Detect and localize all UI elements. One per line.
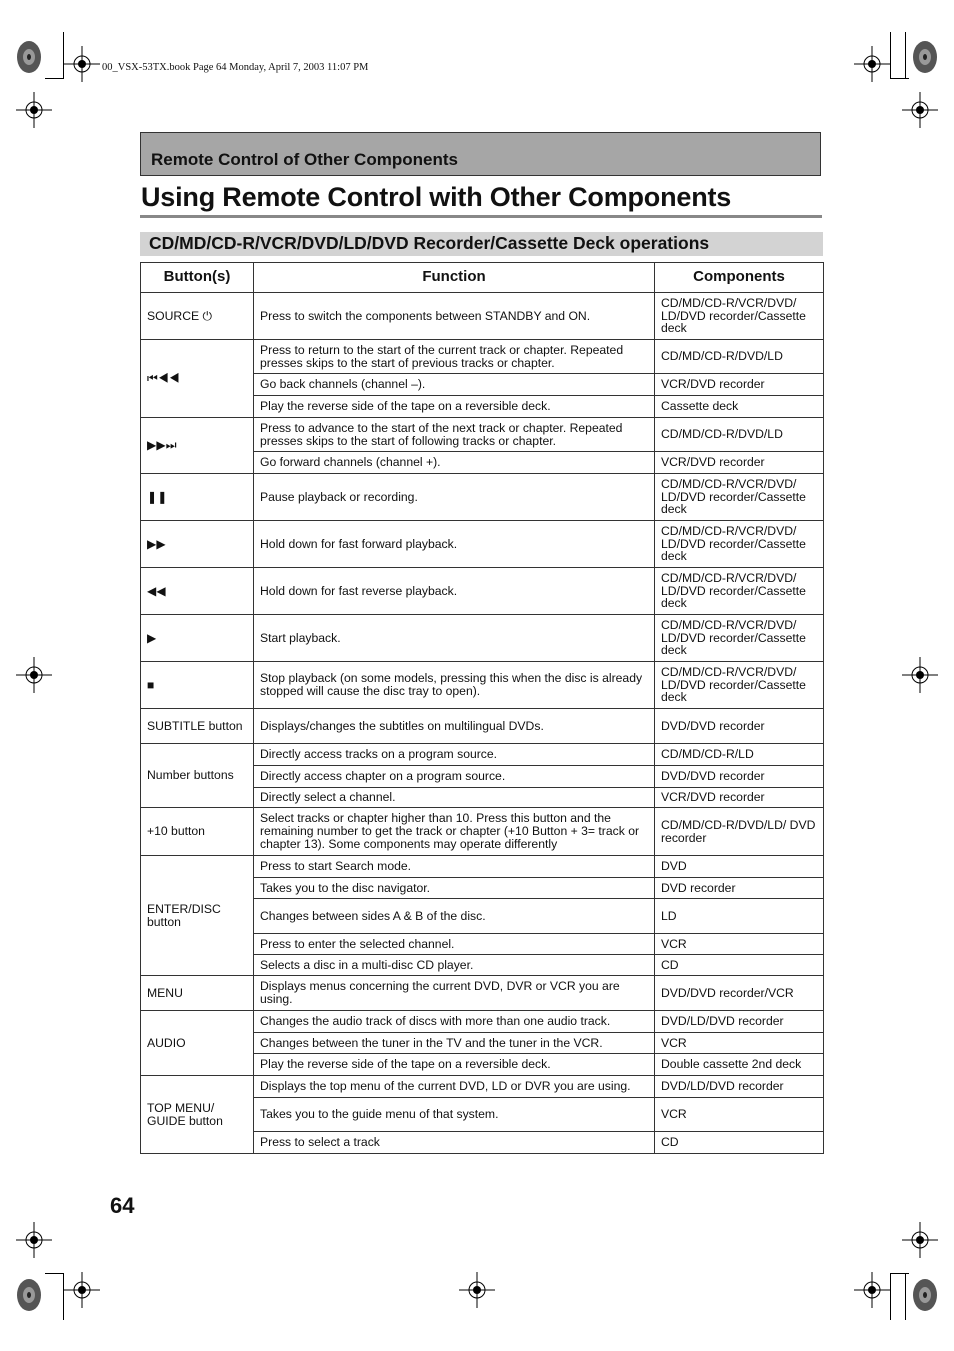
- table-row: [141, 293, 824, 340]
- table-row: [141, 808, 824, 856]
- components-cell: CD: [655, 955, 824, 976]
- table-header-row: [141, 263, 824, 293]
- components-cell: VCR: [655, 1098, 824, 1132]
- components-cell: CD/MD/CD-R/DVD/LD: [655, 340, 824, 374]
- registration-mark-icon: [902, 92, 938, 128]
- color-wheel-icon: [912, 40, 938, 74]
- function-cell: Play the reverse side of the tape on a reversible deck.: [254, 396, 655, 418]
- button-name-cell: ▶: [141, 615, 254, 662]
- components-cell: VCR/DVD recorder: [655, 452, 824, 474]
- components-cell: CD/MD/CD-R/VCR/DVD/ LD/DVD recorder/Cassette deck: [655, 521, 824, 568]
- table-row: [141, 474, 824, 521]
- button-name-cell: ❚❚: [141, 474, 254, 521]
- function-cell: Displays menus concerning the current DVD, DVR or VCR you are using.: [254, 976, 655, 1011]
- page-number: 64: [110, 1193, 135, 1218]
- table-row: [141, 744, 824, 766]
- components-cell: CD/MD/CD-R/VCR/DVD/ LD/DVD recorder/Cassette deck: [655, 568, 824, 615]
- page-title-text: Using Remote Control with Other Components: [141, 182, 732, 212]
- registration-mark-icon: [854, 1272, 890, 1308]
- button-name-cell: ⏮◀◀: [141, 340, 254, 418]
- table-body: [141, 293, 824, 1154]
- color-wheel-icon: [912, 1278, 938, 1312]
- header-components: Components: [655, 263, 824, 293]
- registration-mark-icon: [16, 1222, 52, 1258]
- components-cell: Cassette deck: [655, 396, 824, 418]
- components-cell: DVD/DVD recorder: [655, 709, 824, 744]
- function-cell: Hold down for fast forward playback.: [254, 521, 655, 568]
- table-row: [141, 568, 824, 615]
- table-row: [141, 856, 824, 878]
- function-cell: Hold down for fast reverse playback.: [254, 568, 655, 615]
- function-cell: Changes between sides A & B of the disc.: [254, 899, 655, 934]
- components-cell: CD/MD/CD-R/LD: [655, 744, 824, 766]
- function-cell: Selects a disc in a multi-disc CD player.: [254, 955, 655, 976]
- registration-mark-icon: [64, 46, 100, 82]
- button-name-cell: MENU: [141, 976, 254, 1011]
- components-cell: DVD/DVD recorder: [655, 766, 824, 788]
- registration-mark-icon: [854, 46, 890, 82]
- table-row: [141, 340, 824, 374]
- function-cell: Press to advance to the start of the next track or chapter. Repeated presses skips to the start of following tracks or chapter.: [254, 418, 655, 452]
- table-row: [141, 1011, 824, 1033]
- section-banner-label: Remote Control of Other Components: [151, 150, 458, 169]
- components-cell: CD/MD/CD-R/VCR/DVD/ LD/DVD recorder/Cassette deck: [655, 474, 824, 521]
- color-wheel-icon: [16, 40, 42, 74]
- components-cell: CD/MD/CD-R/VCR/DVD/ LD/DVD recorder/Cassette deck: [655, 293, 824, 340]
- function-cell: Displays the top menu of the current DVD, LD or DVR you are using.: [254, 1076, 655, 1098]
- function-cell: Go back channels (channel –).: [254, 374, 655, 396]
- header-buttons: Button(s): [141, 263, 254, 293]
- function-cell: Directly access chapter on a program source.: [254, 766, 655, 788]
- function-cell: Changes the audio track of discs with more than one audio track.: [254, 1011, 655, 1033]
- function-cell: Takes you to the disc navigator.: [254, 878, 655, 899]
- table-row: [141, 1076, 824, 1098]
- button-name-cell: AUDIO: [141, 1011, 254, 1076]
- button-name-cell: ENTER/DISC button: [141, 856, 254, 976]
- header-function: Function: [254, 263, 655, 293]
- registration-mark-icon: [902, 1222, 938, 1258]
- operations-table: [140, 262, 824, 1154]
- file-header: 00_VSX-53TX.book Page 64 Monday, April 7, 2003 11:07 PM: [102, 62, 369, 73]
- button-name-cell: SOURCE ⏻: [141, 293, 254, 340]
- registration-mark-icon: [16, 92, 52, 128]
- function-cell: Displays/changes the subtitles on multilingual DVDs.: [254, 709, 655, 744]
- page-title: [140, 180, 822, 218]
- button-name-cell: ◀◀: [141, 568, 254, 615]
- function-cell: Press to enter the selected channel.: [254, 934, 655, 955]
- function-cell: Press to switch the components between STANDBY and ON.: [254, 293, 655, 340]
- components-cell: CD/MD/CD-R/DVD/LD/ DVD recorder: [655, 808, 824, 856]
- table-row: [141, 976, 824, 1011]
- function-cell: Play the reverse side of the tape on a reversible deck.: [254, 1054, 655, 1076]
- table-row: [141, 521, 824, 568]
- function-cell: Directly access tracks on a program source.: [254, 744, 655, 766]
- components-cell: Double cassette 2nd deck: [655, 1054, 824, 1076]
- function-cell: Directly select a channel.: [254, 788, 655, 808]
- button-name-cell: ▶▶⏭: [141, 418, 254, 474]
- color-wheel-icon: [16, 1278, 42, 1312]
- components-cell: DVD/LD/DVD recorder: [655, 1011, 824, 1033]
- components-cell: DVD: [655, 856, 824, 878]
- button-name-cell: +10 button: [141, 808, 254, 856]
- components-cell: VCR: [655, 934, 824, 955]
- button-name-cell: SUBTITLE button: [141, 709, 254, 744]
- button-name-cell: ■: [141, 662, 254, 709]
- components-cell: CD/MD/CD-R/DVD/LD: [655, 418, 824, 452]
- components-cell: CD/MD/CD-R/VCR/DVD/ LD/DVD recorder/Cassette deck: [655, 662, 824, 709]
- registration-mark-icon: [16, 657, 52, 693]
- function-cell: Takes you to the guide menu of that system.: [254, 1098, 655, 1132]
- components-cell: VCR/DVD recorder: [655, 788, 824, 808]
- table-row: [141, 615, 824, 662]
- function-cell: Go forward channels (channel +).: [254, 452, 655, 474]
- function-cell: Start playback.: [254, 615, 655, 662]
- function-cell: Changes between the tuner in the TV and the tuner in the VCR.: [254, 1033, 655, 1054]
- components-cell: VCR/DVD recorder: [655, 374, 824, 396]
- table-row: [141, 709, 824, 744]
- components-cell: VCR: [655, 1033, 824, 1054]
- registration-mark-icon: [64, 1272, 100, 1308]
- components-cell: DVD/DVD recorder/VCR: [655, 976, 824, 1011]
- subsection-banner: [140, 232, 823, 256]
- table-row: [141, 418, 824, 452]
- function-cell: Press to return to the start of the current track or chapter. Repeated presses skips to the start of previous tracks or chapter.: [254, 340, 655, 374]
- components-cell: DVD recorder: [655, 878, 824, 899]
- button-name-cell: TOP MENU/ GUIDE button: [141, 1076, 254, 1154]
- function-cell: Press to select a track: [254, 1132, 655, 1154]
- components-cell: CD/MD/CD-R/VCR/DVD/ LD/DVD recorder/Cassette deck: [655, 615, 824, 662]
- registration-mark-icon: [902, 657, 938, 693]
- table-row: [141, 662, 824, 709]
- components-cell: DVD/LD/DVD recorder: [655, 1076, 824, 1098]
- function-cell: Press to start Search mode.: [254, 856, 655, 878]
- function-cell: Stop playback (on some models, pressing this when the disc is already stopped will cause the disc tray to open).: [254, 662, 655, 709]
- subsection-title: CD/MD/CD-R/VCR/DVD/LD/DVD Recorder/Cassette Deck operations: [149, 233, 710, 253]
- function-cell: Select tracks or chapter higher than 10. Press this button and the remaining number to get the track or chapter (+10 Button + 3= track or chapter 13). Some components may operate differently: [254, 808, 655, 856]
- components-cell: LD: [655, 899, 824, 934]
- registration-mark-icon: [459, 1272, 495, 1308]
- button-name-cell: ▶▶: [141, 521, 254, 568]
- components-cell: CD: [655, 1132, 824, 1154]
- button-name-cell: Number buttons: [141, 744, 254, 808]
- section-banner: [140, 132, 821, 176]
- function-cell: Pause playback or recording.: [254, 474, 655, 521]
